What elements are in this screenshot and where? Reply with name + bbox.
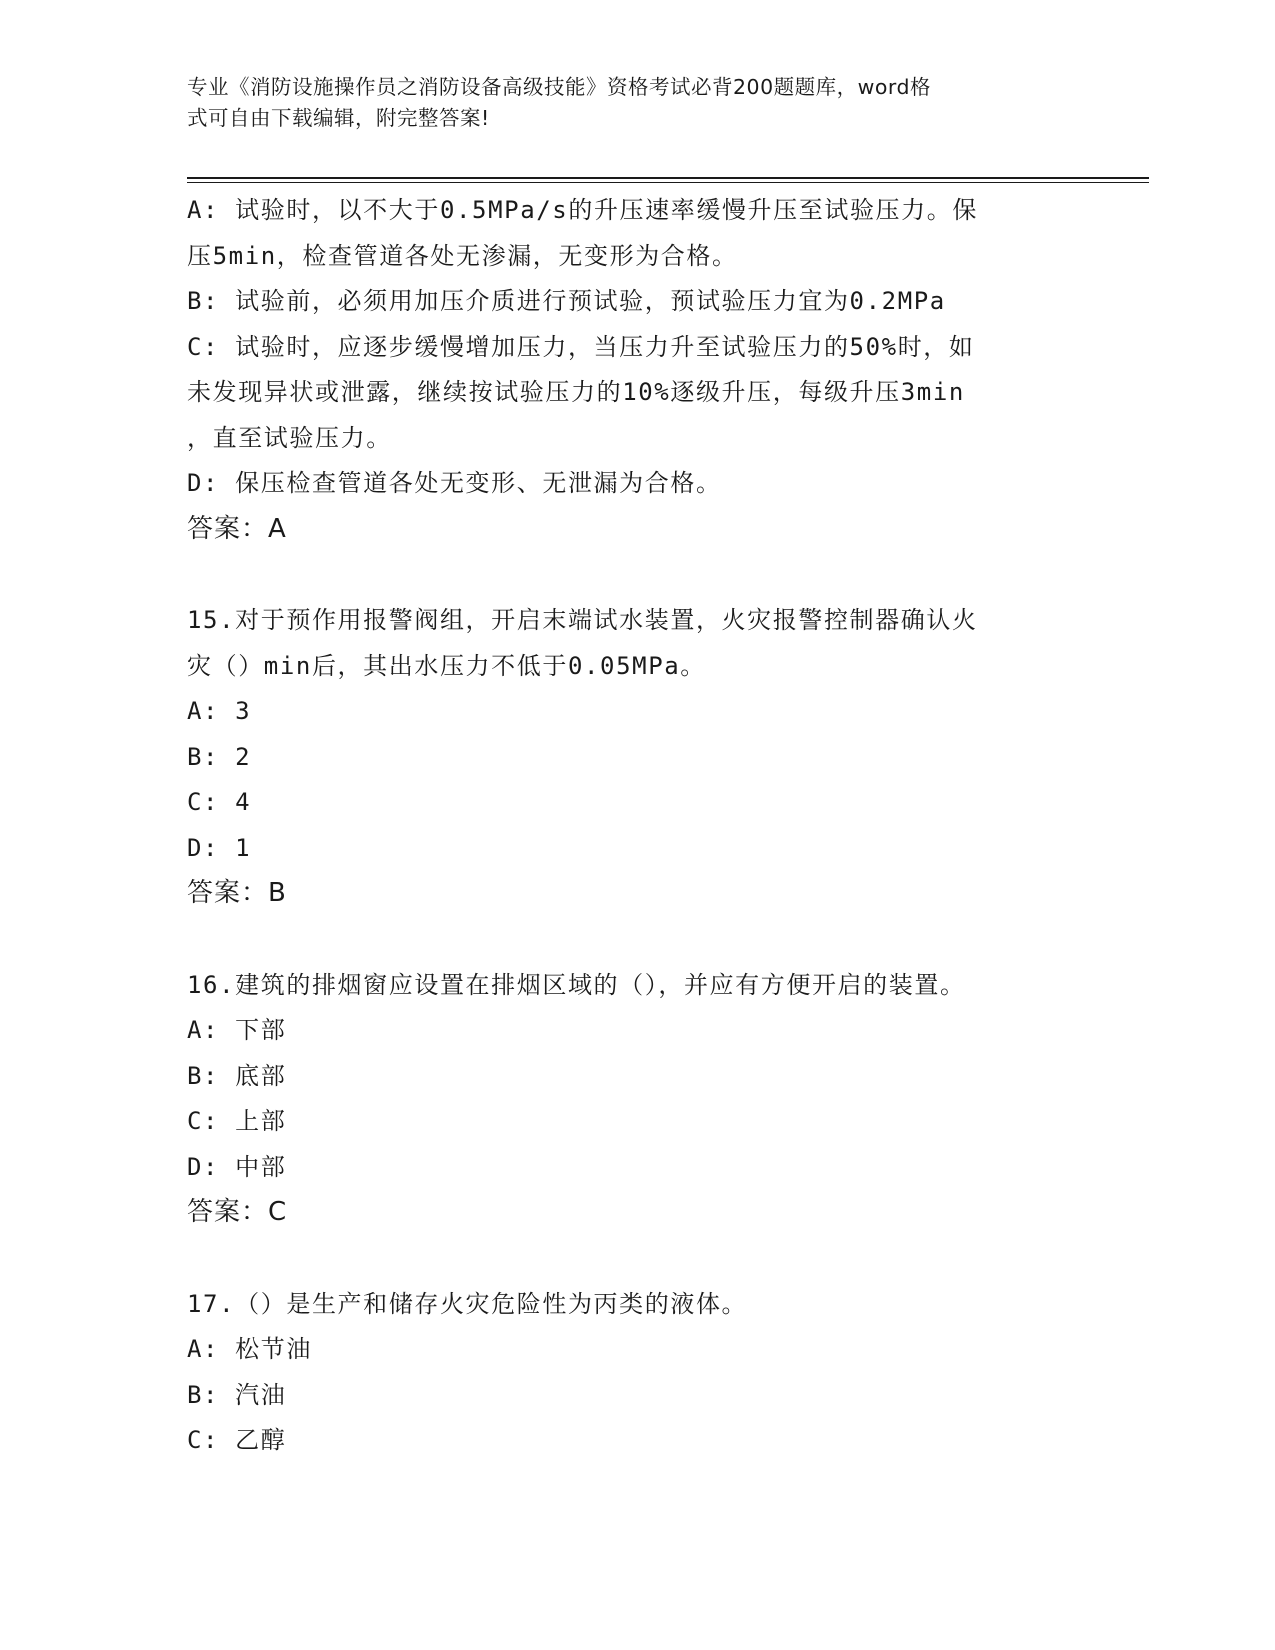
option-c: C: 上部 [187,1107,287,1135]
option-b: B: 底部 [187,1061,287,1090]
option-c: C: 乙醇 [187,1426,287,1454]
option-a-line-2: 压5min，检查管道各处无渗漏，无变形为合格。 [187,241,738,270]
option-d: D: 中部 [187,1152,287,1181]
option-b: B: 试验前，必须用加压介质进行预试验，预试验压力宜为0.2MPa [187,287,946,315]
option-a-line-1: A: 试验时，以不大于0.5MPa/s的升压速率缓慢升压至试验压力。保 [187,196,978,224]
option-d: D: 1 [187,833,252,862]
option-b: B: 2 [187,742,252,771]
option-b: B: 汽油 [187,1380,287,1409]
answer: 答案：C [187,1197,288,1227]
spacer [187,552,1067,598]
question-stem-line-2: 灾（）min后，其出水压力不低于0.05MPa。 [187,651,706,680]
answer: 答案：A [187,513,287,544]
prev-question-block [187,188,1067,552]
option-c: C: 4 [187,788,252,816]
header-line-1: 专业《消防设施操作员之消防设备高级技能》资格考试必背200题题库，word格 [187,75,932,99]
question-stem-line-1: 15.对于预作用报警阀组，开启末端试水装置，火灾报警控制器确认火 [187,606,978,634]
question-stem: 17.（）是生产和储存火灾危险性为丙类的液体。 [187,1289,748,1318]
question-17-block [187,1282,1067,1464]
header-divider-thick [187,177,1149,179]
question-stem: 16.建筑的排烟窗应设置在排烟区域的（），并应有方便开启的装置。 [187,970,966,999]
option-a: A: 下部 [187,1016,287,1044]
question-content [187,188,1067,1464]
question-15-block [187,598,1067,917]
option-c-line-1: C: 试验时，应逐步缓慢增加压力，当压力升至试验压力的50%时，如 [187,332,975,361]
header-divider-thin [187,182,1149,183]
option-d: D: 保压检查管道各处无变形、无泄漏为合格。 [187,469,722,497]
document-header [187,72,1067,134]
answer: 答案：B [187,878,287,908]
spacer [187,1236,1067,1282]
spacer [187,917,1067,963]
option-a: A: 松节油 [187,1335,312,1363]
header-line-2: 式可自由下载编辑，附完整答案! [187,106,490,130]
option-c-line-2: 未发现异状或泄露，继续按试验压力的10%逐级升压，每级升压3min [187,378,965,406]
option-c-line-3: ，直至试验压力。 [187,423,392,452]
question-16-block [187,963,1067,1236]
option-a: A: 3 [187,697,252,725]
